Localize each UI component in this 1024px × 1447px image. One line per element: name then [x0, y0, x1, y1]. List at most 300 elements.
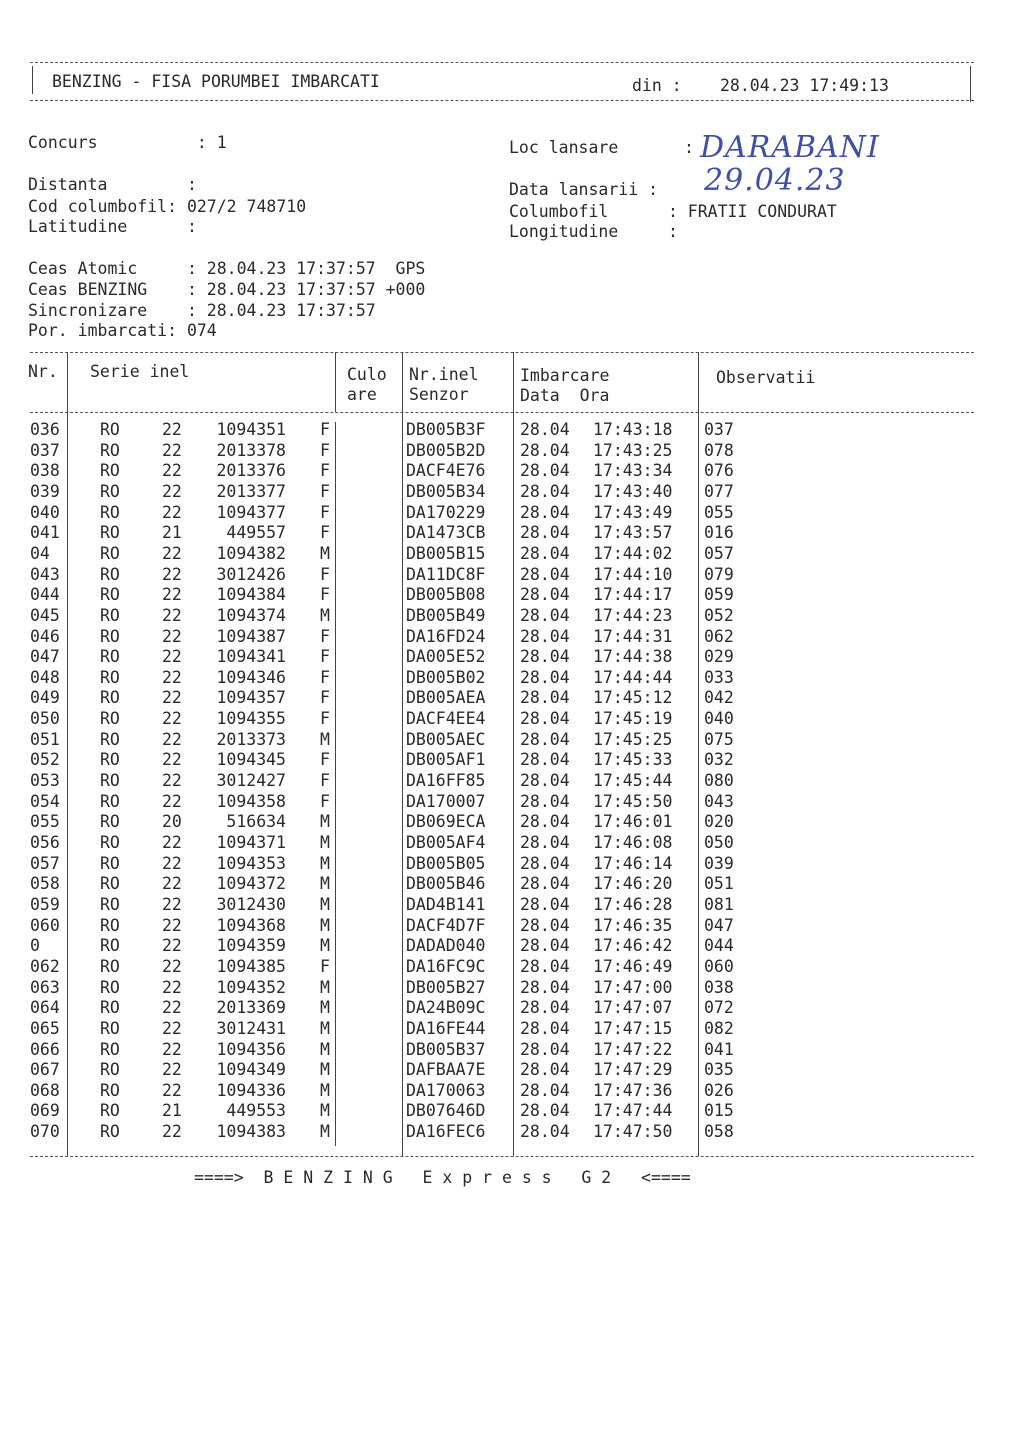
- table-bottom-rule: [30, 1156, 974, 1157]
- sex: F: [320, 440, 330, 460]
- ring-country: RO: [100, 936, 120, 956]
- ring-country: RO: [100, 956, 120, 976]
- sex: M: [320, 1060, 330, 1080]
- observation: 082: [704, 1018, 734, 1038]
- boarding-date: 28.04: [520, 1060, 570, 1080]
- row-nr: 037: [30, 440, 60, 460]
- table-row: [0, 998, 1024, 1019]
- sex: F: [320, 709, 330, 729]
- header-imbarcare-1: Imbarcare: [520, 366, 610, 385]
- observation: 040: [704, 709, 734, 729]
- boarding-date: 28.04: [520, 915, 570, 935]
- header-nr: Nr.: [28, 362, 58, 381]
- loc-lansare-colon: :: [684, 138, 694, 157]
- ring-country: RO: [100, 894, 120, 914]
- ring-year: 22: [162, 667, 182, 687]
- sensor-id: DB005AF1: [406, 750, 486, 770]
- sensor-id: DA005E52: [406, 647, 486, 667]
- sensor-id: DAFBAA7E: [406, 1060, 486, 1080]
- boarding-date: 28.04: [520, 998, 570, 1018]
- ring-number: 1094345: [216, 750, 286, 770]
- table-row: [0, 1040, 1024, 1061]
- ring-number: 1094359: [216, 936, 286, 956]
- table-row: [0, 565, 1024, 586]
- ring-country: RO: [100, 585, 120, 605]
- boarding-time: 17:46:20: [593, 874, 673, 894]
- boarding-date: 28.04: [520, 853, 570, 873]
- observation: 035: [704, 1060, 734, 1080]
- ring-country: RO: [100, 709, 120, 729]
- boarding-date: 28.04: [520, 812, 570, 832]
- boarding-time: 17:47:36: [593, 1080, 673, 1100]
- observation: 077: [704, 481, 734, 501]
- col-divider-sex: [335, 352, 336, 412]
- boarding-time: 17:46:42: [593, 936, 673, 956]
- print-date-value: 28.04.23 17:49:13: [720, 76, 889, 95]
- observation: 026: [704, 1080, 734, 1100]
- ring-year: 22: [162, 605, 182, 625]
- observation: 076: [704, 461, 734, 481]
- row-nr: 048: [30, 667, 60, 687]
- sex: M: [320, 1122, 330, 1142]
- sex: M: [320, 1101, 330, 1121]
- ring-number: 449553: [226, 1101, 286, 1121]
- observation: 044: [704, 936, 734, 956]
- sensor-id: DA170007: [406, 791, 486, 811]
- boarding-time: 17:45:33: [593, 750, 673, 770]
- ring-year: 22: [162, 626, 182, 646]
- porumbei-imbarcati-line: Por. imbarcati: 074: [28, 321, 217, 340]
- ring-country: RO: [100, 461, 120, 481]
- ring-year: 22: [162, 585, 182, 605]
- ring-year: 22: [162, 709, 182, 729]
- observation: 052: [704, 605, 734, 625]
- observation: 057: [704, 543, 734, 563]
- sex: F: [320, 481, 330, 501]
- observation: 078: [704, 440, 734, 460]
- ring-country: RO: [100, 626, 120, 646]
- boarding-time: 17:45:19: [593, 709, 673, 729]
- sex: F: [320, 956, 330, 976]
- ring-country: RO: [100, 440, 120, 460]
- boarding-date: 28.04: [520, 729, 570, 749]
- ring-year: 22: [162, 894, 182, 914]
- ring-year: 22: [162, 688, 182, 708]
- ring-year: 22: [162, 564, 182, 584]
- latitudine-line: Latitudine :: [28, 217, 197, 236]
- observation: 041: [704, 1039, 734, 1059]
- observation: 037: [704, 420, 734, 439]
- ring-number: 2013376: [216, 461, 286, 481]
- ceas-atomic-line: Ceas Atomic : 28.04.23 17:37:57 GPS: [28, 259, 426, 278]
- row-nr: 047: [30, 647, 60, 667]
- sex: M: [320, 1080, 330, 1100]
- row-nr: 056: [30, 833, 60, 852]
- table-row: [0, 585, 1024, 606]
- ring-number: 2013378: [216, 440, 286, 460]
- ring-number: 1094356: [216, 1039, 286, 1059]
- ring-number: 1094387: [216, 626, 286, 646]
- boarding-time: 17:47:15: [593, 1018, 673, 1038]
- boarding-time: 17:44:10: [593, 564, 673, 584]
- boarding-date: 28.04: [520, 750, 570, 770]
- ring-number: 2013373: [216, 729, 286, 749]
- boarding-time: 17:45:44: [593, 771, 673, 791]
- row-nr: 058: [30, 874, 60, 894]
- ring-year: 21: [162, 1101, 182, 1121]
- observation: 020: [704, 812, 734, 832]
- ring-country: RO: [100, 771, 120, 791]
- boarding-time: 17:43:49: [593, 502, 673, 522]
- row-nr: 040: [30, 502, 60, 522]
- sensor-id: DACF4D7F: [406, 915, 486, 935]
- table-row: [0, 957, 1024, 978]
- footer-brand: ====> B E N Z I N G E x p r e s s G 2 <====: [194, 1168, 691, 1187]
- table-row: [0, 978, 1024, 999]
- row-nr: 054: [30, 791, 60, 811]
- boarding-date: 28.04: [520, 585, 570, 605]
- header-top-rule: [30, 62, 974, 63]
- data-lansarii-label: Data lansarii :: [509, 180, 659, 199]
- table-row: [0, 750, 1024, 771]
- observation: 060: [704, 956, 734, 976]
- boarding-date: 28.04: [520, 1101, 570, 1121]
- row-nr: 055: [30, 812, 60, 832]
- ring-number: 3012430: [216, 894, 286, 914]
- boarding-time: 17:44:38: [593, 647, 673, 667]
- columbofil-line: Columbofil : FRATII CONDURAT: [509, 202, 837, 221]
- loc-lansare-label: Loc lansare: [509, 138, 619, 157]
- ring-country: RO: [100, 420, 120, 439]
- sensor-id: DB005AEC: [406, 729, 486, 749]
- table-row: [0, 606, 1024, 627]
- ring-number: 1094382: [216, 543, 286, 563]
- sex: M: [320, 998, 330, 1018]
- sex: F: [320, 771, 330, 791]
- sensor-id: DAD4B141: [406, 894, 486, 914]
- ring-number: 1094368: [216, 915, 286, 935]
- row-nr: 04: [30, 543, 50, 563]
- boarding-date: 28.04: [520, 523, 570, 543]
- ring-country: RO: [100, 1101, 120, 1121]
- sex: M: [320, 1018, 330, 1038]
- ring-number: 449557: [226, 523, 286, 543]
- table-row: [0, 874, 1024, 895]
- ring-country: RO: [100, 523, 120, 543]
- row-nr: 050: [30, 709, 60, 729]
- boarding-time: 17:47:07: [593, 998, 673, 1018]
- sensor-id: DB005AEA: [406, 688, 486, 708]
- boarding-date: 28.04: [520, 481, 570, 501]
- ring-country: RO: [100, 791, 120, 811]
- ring-year: 21: [162, 523, 182, 543]
- row-nr: 068: [30, 1080, 60, 1100]
- ring-country: RO: [100, 502, 120, 522]
- print-date-label: din :: [632, 76, 682, 95]
- boarding-time: 17:43:57: [593, 523, 673, 543]
- sex: F: [320, 585, 330, 605]
- ring-number: 1094353: [216, 853, 286, 873]
- boarding-time: 17:47:29: [593, 1060, 673, 1080]
- ring-country: RO: [100, 667, 120, 687]
- sex: F: [320, 667, 330, 687]
- table-row: [0, 544, 1024, 565]
- header-culoare-1: Culo: [347, 365, 387, 384]
- ring-number: 1094383: [216, 1122, 286, 1142]
- boarding-time: 17:47:00: [593, 977, 673, 997]
- observation: 033: [704, 667, 734, 687]
- ring-country: RO: [100, 750, 120, 770]
- observation: 058: [704, 1122, 734, 1142]
- sex: M: [320, 977, 330, 997]
- longitudine-line: Longitudine :: [509, 222, 678, 241]
- boarding-time: 17:46:08: [593, 833, 673, 852]
- boarding-time: 17:45:12: [593, 688, 673, 708]
- row-nr: 041: [30, 523, 60, 543]
- ring-number: 1094352: [216, 977, 286, 997]
- sensor-id: DACF4E76: [406, 461, 486, 481]
- boarding-date: 28.04: [520, 502, 570, 522]
- sensor-id: DB005B08: [406, 585, 486, 605]
- ring-year: 22: [162, 936, 182, 956]
- ring-year: 22: [162, 874, 182, 894]
- row-nr: 045: [30, 605, 60, 625]
- observation: 029: [704, 647, 734, 667]
- boarding-time: 17:43:34: [593, 461, 673, 481]
- ring-number: 2013377: [216, 481, 286, 501]
- ring-year: 22: [162, 750, 182, 770]
- boarding-date: 28.04: [520, 1080, 570, 1100]
- header-nr-inel-1: Nr.inel: [409, 365, 479, 384]
- ring-year: 22: [162, 771, 182, 791]
- ring-country: RO: [100, 729, 120, 749]
- boarding-date: 28.04: [520, 461, 570, 481]
- table-row: [0, 936, 1024, 957]
- ring-number: 516634: [226, 812, 286, 832]
- table-row: [0, 482, 1024, 503]
- row-nr: 046: [30, 626, 60, 646]
- ring-year: 22: [162, 998, 182, 1018]
- sensor-id: DA170063: [406, 1080, 486, 1100]
- row-nr: 060: [30, 915, 60, 935]
- header-left-border: [32, 66, 33, 94]
- row-nr: 069: [30, 1101, 60, 1121]
- boarding-date: 28.04: [520, 667, 570, 687]
- ring-number: 1094351: [216, 420, 286, 439]
- observation: 032: [704, 750, 734, 770]
- boarding-date: 28.04: [520, 833, 570, 852]
- table-row: [0, 420, 1024, 441]
- table-row: [0, 1081, 1024, 1102]
- table-row: [0, 792, 1024, 813]
- sensor-id: DB005B15: [406, 543, 486, 563]
- ring-country: RO: [100, 833, 120, 852]
- row-nr: 066: [30, 1039, 60, 1059]
- row-nr: 057: [30, 853, 60, 873]
- row-nr: 038: [30, 461, 60, 481]
- observation: 080: [704, 771, 734, 791]
- row-nr: 067: [30, 1060, 60, 1080]
- observation: 042: [704, 688, 734, 708]
- observation: 059: [704, 585, 734, 605]
- boarding-time: 17:45:50: [593, 791, 673, 811]
- ring-country: RO: [100, 1060, 120, 1080]
- sex: M: [320, 874, 330, 894]
- observation: 015: [704, 1101, 734, 1121]
- table-row: [0, 833, 1024, 854]
- ring-year: 22: [162, 440, 182, 460]
- sex: M: [320, 853, 330, 873]
- header-serie-inel: Serie inel: [90, 362, 190, 381]
- observation: 072: [704, 998, 734, 1018]
- sex: F: [320, 647, 330, 667]
- boarding-date: 28.04: [520, 894, 570, 914]
- table-row: [0, 1122, 1024, 1143]
- table-row: [0, 1019, 1024, 1040]
- ring-year: 22: [162, 461, 182, 481]
- ring-year: 22: [162, 791, 182, 811]
- ring-year: 22: [162, 543, 182, 563]
- sensor-id: DA16FF85: [406, 771, 486, 791]
- ring-country: RO: [100, 543, 120, 563]
- document-title: BENZING - FISA PORUMBEI IMBARCATI: [52, 72, 380, 91]
- table-row: [0, 441, 1024, 462]
- boarding-date: 28.04: [520, 626, 570, 646]
- ring-number: 1094355: [216, 709, 286, 729]
- boarding-time: 17:45:25: [593, 729, 673, 749]
- observation: 043: [704, 791, 734, 811]
- sensor-id: DB005B27: [406, 977, 486, 997]
- table-row: [0, 730, 1024, 751]
- sex: F: [320, 791, 330, 811]
- ring-country: RO: [100, 564, 120, 584]
- ring-country: RO: [100, 853, 120, 873]
- table-row: [0, 668, 1024, 689]
- boarding-date: 28.04: [520, 771, 570, 791]
- ring-number: 1094336: [216, 1080, 286, 1100]
- table-row: [0, 854, 1024, 875]
- header-right-border: [970, 66, 971, 102]
- ring-number: 3012431: [216, 1018, 286, 1038]
- table-row: [0, 1060, 1024, 1081]
- distanta-line: Distanta :: [28, 175, 197, 194]
- header-nr-inel-2: Senzor: [409, 385, 469, 404]
- ring-year: 22: [162, 420, 182, 439]
- cod-columbofil-line: Cod columbofil: 027/2 748710: [28, 197, 307, 216]
- table-row: [0, 523, 1024, 544]
- sensor-id: DB005B3F: [406, 420, 486, 439]
- table-row: [0, 461, 1024, 482]
- row-nr: 036: [30, 420, 60, 439]
- boarding-date: 28.04: [520, 709, 570, 729]
- sensor-id: DA16FC9C: [406, 956, 486, 976]
- boarding-time: 17:43:25: [593, 440, 673, 460]
- ring-number: 1094358: [216, 791, 286, 811]
- ring-number: 3012426: [216, 564, 286, 584]
- row-nr: 053: [30, 771, 60, 791]
- ring-country: RO: [100, 915, 120, 935]
- row-nr: 064: [30, 998, 60, 1018]
- row-nr: 044: [30, 585, 60, 605]
- sensor-id: DB005B34: [406, 481, 486, 501]
- ring-country: RO: [100, 481, 120, 501]
- ring-number: 2013369: [216, 998, 286, 1018]
- boarding-date: 28.04: [520, 688, 570, 708]
- boarding-time: 17:44:23: [593, 605, 673, 625]
- boarding-time: 17:44:31: [593, 626, 673, 646]
- observation: 039: [704, 853, 734, 873]
- boarding-time: 17:47:44: [593, 1101, 673, 1121]
- row-nr: 052: [30, 750, 60, 770]
- observation: 055: [704, 502, 734, 522]
- table-row: [0, 688, 1024, 709]
- boarding-date: 28.04: [520, 605, 570, 625]
- ring-year: 22: [162, 1122, 182, 1142]
- sensor-id: DA16FEC6: [406, 1122, 486, 1142]
- boarding-time: 17:46:49: [593, 956, 673, 976]
- ring-number: 1094384: [216, 585, 286, 605]
- ring-year: 22: [162, 833, 182, 852]
- sincronizare-line: Sincronizare : 28.04.23 17:37:57: [28, 301, 376, 320]
- boarding-time: 17:44:17: [593, 585, 673, 605]
- table-row: [0, 812, 1024, 833]
- observation: 079: [704, 564, 734, 584]
- ring-year: 20: [162, 812, 182, 832]
- table-row: [0, 627, 1024, 648]
- ring-number: 1094341: [216, 647, 286, 667]
- boarding-time: 17:46:35: [593, 915, 673, 935]
- ring-year: 22: [162, 1018, 182, 1038]
- boarding-date: 28.04: [520, 647, 570, 667]
- sensor-id: DB005B46: [406, 874, 486, 894]
- boarding-time: 17:44:44: [593, 667, 673, 687]
- observation: 081: [704, 894, 734, 914]
- ring-country: RO: [100, 647, 120, 667]
- ring-year: 22: [162, 481, 182, 501]
- ring-country: RO: [100, 812, 120, 832]
- ring-year: 22: [162, 1080, 182, 1100]
- observation: 050: [704, 833, 734, 852]
- sensor-id: DA11DC8F: [406, 564, 486, 584]
- ring-country: RO: [100, 977, 120, 997]
- ceas-benzing-line: Ceas BENZING : 28.04.23 17:37:57 +000: [28, 280, 426, 299]
- ring-year: 22: [162, 729, 182, 749]
- ring-country: RO: [100, 1080, 120, 1100]
- ring-country: RO: [100, 1018, 120, 1038]
- ring-year: 22: [162, 956, 182, 976]
- sensor-id: DA170229: [406, 502, 486, 522]
- ring-number: 1094357: [216, 688, 286, 708]
- sex: F: [320, 523, 330, 543]
- sensor-id: DB005B37: [406, 1039, 486, 1059]
- ring-number: 1094371: [216, 833, 286, 852]
- sex: M: [320, 894, 330, 914]
- table-row: [0, 916, 1024, 937]
- boarding-date: 28.04: [520, 543, 570, 563]
- table-row: [0, 647, 1024, 668]
- observation: 016: [704, 523, 734, 543]
- sex: F: [320, 420, 330, 439]
- observation: 062: [704, 626, 734, 646]
- ring-year: 22: [162, 853, 182, 873]
- sex: F: [320, 626, 330, 646]
- row-nr: 063: [30, 977, 60, 997]
- sex: M: [320, 915, 330, 935]
- ring-country: RO: [100, 1122, 120, 1142]
- observation: 075: [704, 729, 734, 749]
- row-nr: 049: [30, 688, 60, 708]
- row-nr: 065: [30, 1018, 60, 1038]
